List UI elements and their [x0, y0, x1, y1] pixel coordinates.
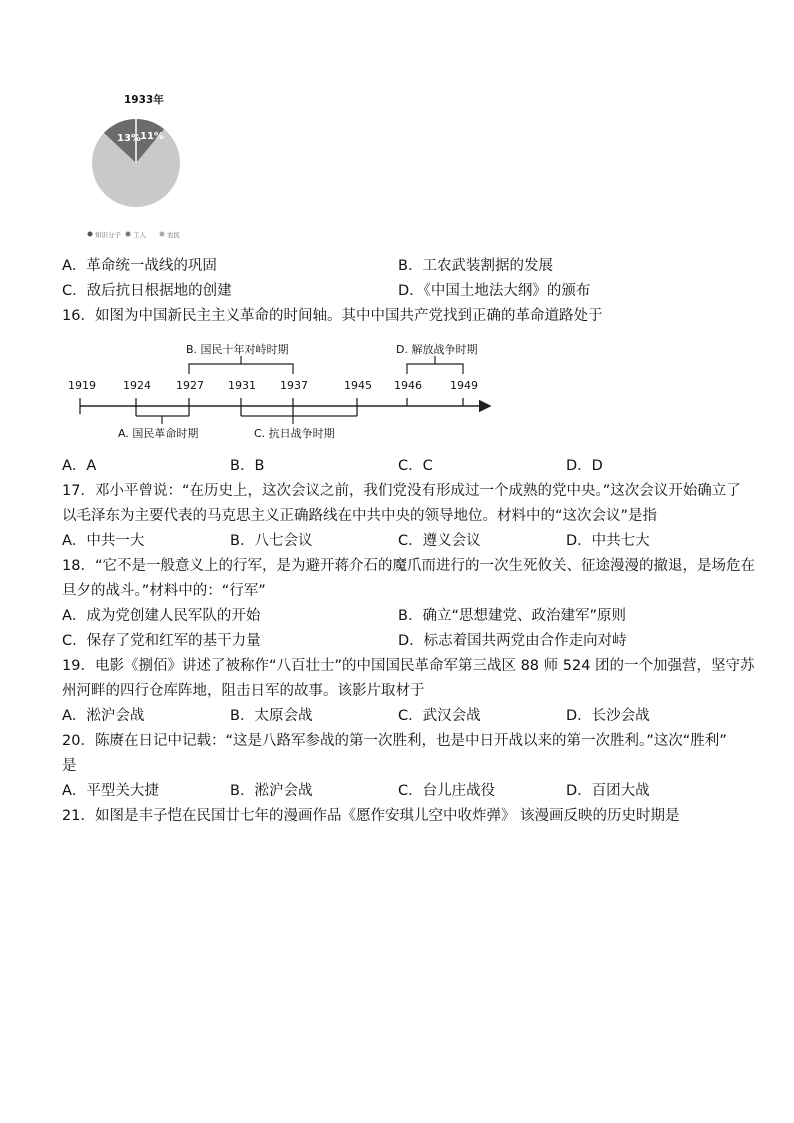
year-1937: 1937: [280, 379, 308, 392]
q17-option-b[interactable]: B．八七会议: [230, 533, 313, 549]
legend-item-1: 工人: [133, 231, 146, 239]
q19-stem-line2: 州河畔的四行仓库阵地，阻击日军的故事。该影片取材于: [62, 683, 425, 699]
label-d: D. 解放战争时期: [396, 343, 478, 356]
legend-item-2: 农民: [167, 231, 180, 239]
year-1919: 1919: [68, 379, 96, 392]
q16-option-a[interactable]: A．A: [62, 458, 97, 474]
q18-option-a[interactable]: A．成为党创建人民军队的开始: [62, 608, 261, 624]
q15-option-c[interactable]: C．敌后抗日根据地的创建: [62, 283, 232, 299]
pie-legend: [88, 230, 181, 239]
q20-stem-line1: 20．陈赓在日记中记载：“这是八路军参战的第一次胜利，也是中日开战以来的第一次胜利。”这次“胜利”: [62, 733, 727, 749]
q15-option-a[interactable]: A．革命统一战线的巩固: [62, 258, 217, 274]
q21-stem: 21．如图是丰子恺在民国廿七年的漫画作品《愿作安琪儿空中收炸弹》 该漫画反映的历史时期是: [62, 808, 680, 824]
q20-option-a[interactable]: A．平型关大捷: [62, 783, 159, 799]
year-1927: 1927: [176, 379, 204, 392]
q19-stem-line1: 19．电影《捌佰》讲述了被称作“八百壮士”的中国国民革命军第三战区 88 师 524 团的一个加强营，坚守苏: [62, 658, 755, 674]
pie-chart-1933: [84, 86, 214, 246]
label-b: B. 国民十年对峙时期: [186, 343, 289, 356]
q19-option-c[interactable]: C．武汉会战: [398, 708, 481, 724]
q18-stem-line2: 旦夕的战斗。”材料中的：“行军”: [62, 583, 266, 599]
q17-option-c[interactable]: C．遵义会议: [398, 533, 481, 549]
q16-stem: 16．如图为中国新民主主义革命的时间轴。其中中国共产党找到正确的革命道路处于: [62, 308, 603, 324]
pie-label-13: 13%: [117, 133, 141, 144]
bracket-c: [241, 416, 357, 424]
year-1931: 1931: [228, 379, 256, 392]
q20-option-d[interactable]: D．百团大战: [566, 783, 650, 799]
bracket-d: [407, 356, 463, 374]
q20-option-b[interactable]: B．淞沪会战: [230, 783, 313, 799]
q16-option-b[interactable]: B．B: [230, 458, 265, 474]
timeline-diagram: [62, 336, 502, 446]
year-1946: 1946: [394, 379, 422, 392]
q18-option-c[interactable]: C．保存了党和红军的基干力量: [62, 633, 261, 649]
label-a: A. 国民革命时期: [118, 427, 199, 440]
q17-stem-line2: 以毛泽东为主要代表的马克思主义正确路线在中共中央的领导地位。材料中的“这次会议”是指: [62, 508, 658, 524]
label-c: C. 抗日战争时期: [254, 427, 335, 440]
pie-label-11: 11%: [140, 131, 164, 142]
q19-option-a[interactable]: A．淞沪会战: [62, 708, 145, 724]
q15-option-b[interactable]: B．工农武装割据的发展: [398, 258, 553, 274]
timeline-ticks: [80, 398, 463, 416]
pie-title: 1933年: [124, 94, 164, 106]
q18-stem-line1: 18．“它不是一般意义上的行军，是为避开蒋介石的魔爪而进行的一次生死攸关、征途漫漫的撤退，是场危在: [62, 558, 755, 574]
legend-item-0: 知识分子: [95, 231, 121, 239]
q18-option-b[interactable]: B．确立“思想建党、政治建军”原则: [398, 608, 626, 624]
q20-option-c[interactable]: C．台儿庄战役: [398, 783, 496, 799]
year-1949: 1949: [450, 379, 478, 392]
q16-option-c[interactable]: C．C: [398, 458, 433, 474]
q17-stem-line1: 17．邓小平曾说：“在历史上，这次会议之前，我们党没有形成过一个成熟的党中央。”这次会议开始确立了: [62, 483, 741, 499]
q18-option-d[interactable]: D．标志着国共两党由合作走向对峙: [398, 633, 627, 649]
q20-stem-line2: 是: [62, 758, 77, 774]
q17-option-a[interactable]: A．中共一大: [62, 533, 145, 549]
q19-option-d[interactable]: D．长沙会战: [566, 708, 650, 724]
bracket-a: [136, 416, 189, 424]
q19-option-b[interactable]: B．太原会战: [230, 708, 313, 724]
q17-option-d[interactable]: D．中共七大: [566, 533, 650, 549]
year-1945: 1945: [344, 379, 372, 392]
q15-option-d[interactable]: D．《中国土地法大纲》的颁布: [398, 283, 591, 299]
year-1924: 1924: [123, 379, 151, 392]
bracket-b: [189, 356, 293, 374]
q16-option-d[interactable]: D．D: [566, 458, 603, 474]
